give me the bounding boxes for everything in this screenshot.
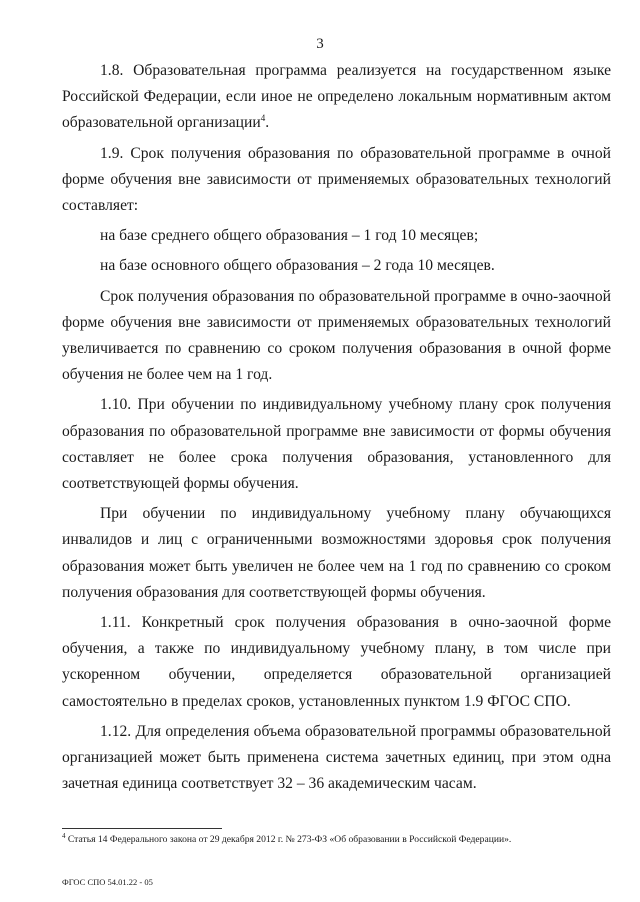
paragraph-1-12: 1.12. Для определения объема образовательной программы образовательной организацией может быть применена система зачетных единиц, при этом одна зачетная единица соответствует 32 – 36 академическим часам. bbox=[62, 722, 611, 793]
paragraph-disabled: При обучении по индивидуальному учебному плану обучающихся инвалидов и лиц с ограниченными возможностями здоровья срок получения образования может быть увеличен не более чем на 1 год по сравнению со сроком получения образования для соответствующей формы обучения. bbox=[62, 505, 611, 601]
page-number: 3 bbox=[316, 36, 324, 52]
footnote-separator bbox=[62, 828, 222, 829]
footnote-marker: 4 bbox=[62, 831, 66, 840]
paragraph-part-time: Срок получения образования по образовательной программе в очно-заочной форме обучения вне зависимости от применяемых образовательных технологий увеличивается по сравнению со сроком получения образования в очной форме обучения не более чем на 1 год. bbox=[62, 287, 611, 384]
paragraph-1-11: 1.11. Конкретный срок получения образования в очно-заочной форме обучения, а также по индивидуальному учебному плану, в том числе при ускоренном обучении, определяется образовательной организацией самостоятельно в пределах сроков, установленных пунктом 1.9 ФГОС СПО. bbox=[62, 614, 611, 710]
paragraph-1-9: 1.9. Срок получения образования по образовательной программе в очной форме обучения вне зависимости от применяемых образовательных технологий составляет: bbox=[62, 144, 611, 215]
list-item-secondary: на базе среднего общего образования – 1 год 10 месяцев; bbox=[100, 227, 479, 245]
document-code: ФГОС СПО 54.01.22 - 05 bbox=[62, 877, 153, 887]
document-body bbox=[62, 58, 611, 801]
paragraph-1-10: 1.10. При обучении по индивидуальному учебному плану срок получения образования по образовательной программе вне зависимости от формы обучения составляет не более срока получения образования, установленного для соответствующей формы обучения. bbox=[62, 396, 611, 493]
footnote bbox=[62, 833, 622, 846]
paragraph-text: 1.8. Образовательная программа реализуется на государственном языке Российской Федерации, если иное не определено локальным нормативным актом образовательной организации bbox=[62, 62, 611, 132]
footnote-text: Статья 14 Федерального закона от 29 декабря 2012 г. № 273-ФЗ «Об образовании в Российской Федерации». bbox=[67, 834, 512, 845]
list-item-basic: на базе основного общего образования – 2 года 10 месяцев. bbox=[100, 257, 495, 275]
footnote-reference[interactable]: 4 bbox=[260, 113, 266, 124]
paragraph-1-8 bbox=[62, 58, 611, 137]
sentence-end: . bbox=[265, 114, 270, 132]
